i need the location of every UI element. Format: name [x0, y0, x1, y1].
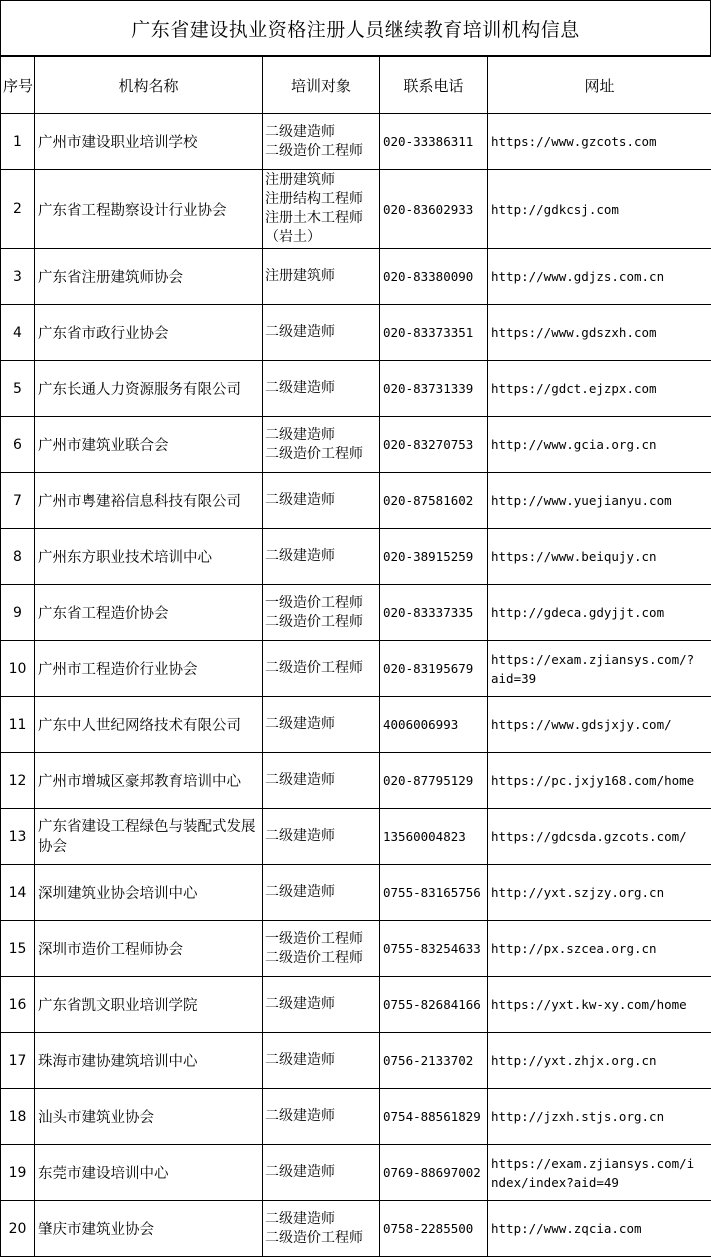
header-target: 培训对象 — [263, 57, 380, 114]
institution-name: 广州市建筑业联合会 — [35, 417, 263, 473]
row-number: 2 — [1, 170, 35, 249]
header-url: 网址 — [488, 57, 711, 114]
row-number: 20 — [1, 1201, 35, 1257]
institution-name: 深圳市造价工程师协会 — [35, 921, 263, 977]
website-url: https://www.beiqujy.cn — [488, 529, 711, 585]
website-url: https://www.gdszxh.com — [488, 305, 711, 361]
row-number: 8 — [1, 529, 35, 585]
institution-name: 广州市粤建裕信息科技有限公司 — [35, 473, 263, 529]
table-row — [1, 1145, 711, 1201]
header-row — [1, 57, 711, 114]
table-row — [1, 305, 711, 361]
website-url: http://gdkcsj.com — [488, 170, 711, 249]
website-url: https://www.gdsjxjy.com/ — [488, 697, 711, 753]
table-row — [1, 529, 711, 585]
contact-phone: 0754-88561829 — [380, 1089, 488, 1145]
website-url: http://www.gdjzs.com.cn — [488, 249, 711, 305]
contact-phone: 020-83270753 — [380, 417, 488, 473]
contact-phone: 020-87581602 — [380, 473, 488, 529]
header-no: 序号 — [1, 57, 35, 114]
institution-name: 汕头市建筑业协会 — [35, 1089, 263, 1145]
training-target: 二级建造师 — [263, 1089, 380, 1145]
contact-phone: 020-33386311 — [380, 114, 488, 170]
contact-phone: 020-87795129 — [380, 753, 488, 809]
website-url: https://www.gzcots.com — [488, 114, 711, 170]
table-row — [1, 697, 711, 753]
table-row — [1, 417, 711, 473]
contact-phone: 020-83731339 — [380, 361, 488, 417]
institution-name: 广州东方职业技术培训中心 — [35, 529, 263, 585]
institution-name: 广东省建设工程绿色与装配式发展协会 — [35, 809, 263, 865]
header-name: 机构名称 — [35, 57, 263, 114]
training-target: 二级造价工程师 — [263, 641, 380, 697]
website-url: https://exam.zjiansys.com/? aid=39 — [488, 641, 711, 697]
training-target: 二级建造师 二级造价工程师 — [263, 1201, 380, 1257]
table-row — [1, 641, 711, 697]
training-target: 二级建造师 — [263, 473, 380, 529]
training-target: 注册建筑师 — [263, 249, 380, 305]
institution-name: 广东省工程勘察设计行业协会 — [35, 170, 263, 249]
contact-phone: 020-83373351 — [380, 305, 488, 361]
row-number: 11 — [1, 697, 35, 753]
row-number: 19 — [1, 1145, 35, 1201]
training-target: 二级建造师 二级造价工程师 — [263, 114, 380, 170]
table-row — [1, 473, 711, 529]
table-row — [1, 865, 711, 921]
table-row — [1, 1033, 711, 1089]
row-number: 13 — [1, 809, 35, 865]
row-number: 16 — [1, 977, 35, 1033]
contact-phone: 0758-2285500 — [380, 1201, 488, 1257]
training-target: 一级造价工程师 二级造价工程师 — [263, 585, 380, 641]
institution-name: 东莞市建设培训中心 — [35, 1145, 263, 1201]
website-url: https://gdcsda.gzcots.com/ — [488, 809, 711, 865]
table-row — [1, 753, 711, 809]
row-number: 14 — [1, 865, 35, 921]
institution-name: 广东长通人力资源服务有限公司 — [35, 361, 263, 417]
training-target: 二级建造师 — [263, 865, 380, 921]
website-url: http://jzxh.stjs.org.cn — [488, 1089, 711, 1145]
table-row — [1, 361, 711, 417]
contact-phone: 020-83380090 — [380, 249, 488, 305]
row-number: 5 — [1, 361, 35, 417]
table-row — [1, 1089, 711, 1145]
institution-name: 广州市工程造价行业协会 — [35, 641, 263, 697]
table-row — [1, 977, 711, 1033]
training-target: 一级造价工程师 二级造价工程师 — [263, 921, 380, 977]
row-number: 6 — [1, 417, 35, 473]
website-url: https://yxt.kw-xy.com/home — [488, 977, 711, 1033]
website-url: http://px.szcea.org.cn — [488, 921, 711, 977]
institution-name: 珠海市建协建筑培训中心 — [35, 1033, 263, 1089]
website-url: http://yxt.zhjx.org.cn — [488, 1033, 711, 1089]
institution-name: 广东省市政行业协会 — [35, 305, 263, 361]
training-target: 注册建筑师 注册结构工程师 注册土木工程师 （岩土） — [263, 170, 380, 249]
table-row — [1, 921, 711, 977]
contact-phone: 020-38915259 — [380, 529, 488, 585]
table-row — [1, 809, 711, 865]
row-number: 1 — [1, 114, 35, 170]
institution-name: 广东省工程造价协会 — [35, 585, 263, 641]
row-number: 4 — [1, 305, 35, 361]
table-row — [1, 585, 711, 641]
row-number: 3 — [1, 249, 35, 305]
training-target: 二级建造师 — [263, 1145, 380, 1201]
row-number: 12 — [1, 753, 35, 809]
training-target: 二级建造师 二级造价工程师 — [263, 417, 380, 473]
table-row — [1, 1201, 711, 1257]
row-number: 18 — [1, 1089, 35, 1145]
table-row — [1, 114, 711, 170]
institution-name: 广州市建设职业培训学校 — [35, 114, 263, 170]
table-row — [1, 249, 711, 305]
header-phone: 联系电话 — [380, 57, 488, 114]
institution-name: 广州市增城区豪邦教育培训中心 — [35, 753, 263, 809]
row-number: 17 — [1, 1033, 35, 1089]
contact-phone: 0755-83165756 — [380, 865, 488, 921]
website-url: http://www.yuejianyu.com — [488, 473, 711, 529]
contact-phone: 020-83602933 — [380, 170, 488, 249]
institution-name: 广东省注册建筑师协会 — [35, 249, 263, 305]
website-url: http://www.gcia.org.cn — [488, 417, 711, 473]
row-number: 7 — [1, 473, 35, 529]
contact-phone: 0756-2133702 — [380, 1033, 488, 1089]
row-number: 9 — [1, 585, 35, 641]
contact-phone: 13560004823 — [380, 809, 488, 865]
website-url: http://yxt.szjzy.org.cn — [488, 865, 711, 921]
contact-phone: 4006006993 — [380, 697, 488, 753]
training-target: 二级建造师 — [263, 361, 380, 417]
training-target: 二级建造师 — [263, 809, 380, 865]
table-title: 广东省建设执业资格注册人员继续教育培训机构信息 — [0, 0, 711, 56]
institution-name: 广东中人世纪网络技术有限公司 — [35, 697, 263, 753]
row-number: 10 — [1, 641, 35, 697]
training-target: 二级建造师 — [263, 529, 380, 585]
contact-phone: 0769-88697002 — [380, 1145, 488, 1201]
training-target: 二级建造师 — [263, 1033, 380, 1089]
website-url: https://pc.jxjy168.com/home — [488, 753, 711, 809]
training-target: 二级建造师 — [263, 305, 380, 361]
training-target: 二级建造师 — [263, 697, 380, 753]
website-url: https://exam.zjiansys.com/i ndex/index?aid=49 — [488, 1145, 711, 1201]
website-url: http://gdeca.gdyjjt.com — [488, 585, 711, 641]
website-url: https://gdct.ejzpx.com — [488, 361, 711, 417]
training-target: 二级建造师 — [263, 977, 380, 1033]
contact-phone: 0755-82684166 — [380, 977, 488, 1033]
institution-name: 深圳建筑业协会培训中心 — [35, 865, 263, 921]
contact-phone: 0755-83254633 — [380, 921, 488, 977]
institution-name: 肇庆市建筑业协会 — [35, 1201, 263, 1257]
training-target: 二级建造师 — [263, 753, 380, 809]
institution-table — [0, 56, 711, 1257]
table-row — [1, 170, 711, 249]
contact-phone: 020-83337335 — [380, 585, 488, 641]
institution-name: 广东省凯文职业培训学院 — [35, 977, 263, 1033]
website-url: http://www.zqcia.com — [488, 1201, 711, 1257]
contact-phone: 020-83195679 — [380, 641, 488, 697]
row-number: 15 — [1, 921, 35, 977]
